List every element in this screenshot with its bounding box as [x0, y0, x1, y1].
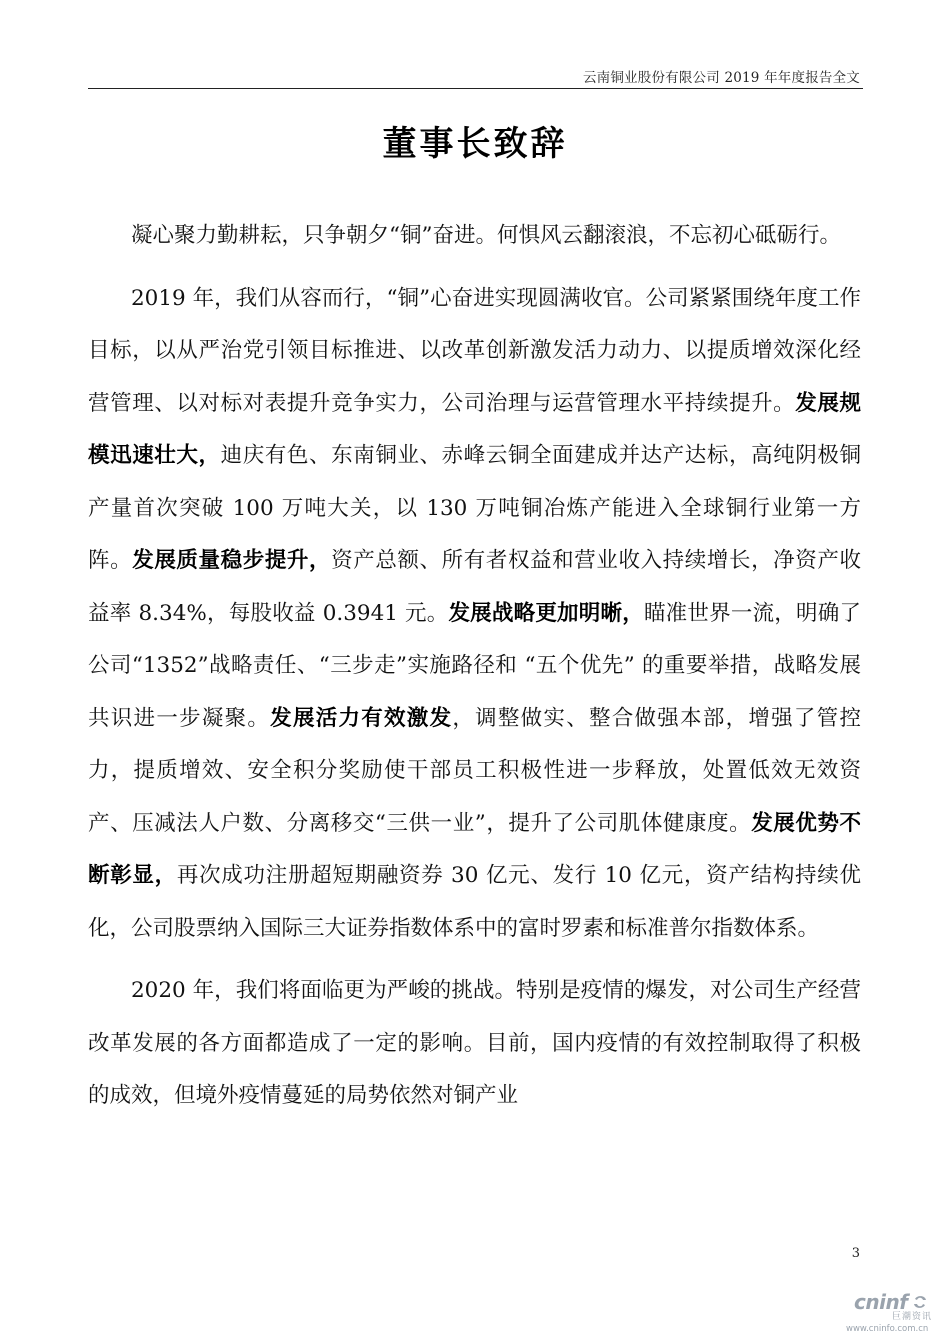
- text-segment: ，调整做实、整合做强本部，增强了管控力，提质增效、安全积分奖励使干部员工积极性进一步释放，处置低效无效资产、压减法人户数、分离移交“三供一业”，提升了公司肌体健康度。: [88, 705, 861, 836]
- text-segment: 迪庆有色、东南铜业、赤峰云铜全面建成并达产达标，高纯阴极铜产量首次突破 100 万吨大关，以 130 万吨铜冶炼产能进入全球铜行业第一方阵。: [88, 443, 861, 573]
- text-segment: 2019 年，我们从容而行，“铜”心奋进实现圆满收官。公司紧紧围绕年度工作目标，以从严治党引领目标推进、以改革创新激发活力动力、以提质增效深化经营管理、以对标对表提升竞争实力，公司治理与运营管理水平持续提升。: [88, 285, 861, 416]
- highlight-vitality: 发展活力有效激发: [270, 705, 453, 731]
- highlight-advantage: 发展优势不断彰显，: [88, 810, 861, 888]
- swirl-icon: [912, 1294, 928, 1310]
- text-segment: 资产总额、所有者权益和营业收入持续增长，净资产收益率 8.34%，每股收益 0.3941 元。: [88, 548, 861, 626]
- header-divider: [88, 88, 863, 89]
- paragraph-opening: 凝心聚力勤耕耘，只争朝夕“铜”奋进。何惧风云翻滚浪，不忘初心砥砺行。: [131, 223, 841, 248]
- text-segment: 再次成功注册超短期融资券 30 亿元、发行 10 亿元，资产结构持续优化，公司股票纳入国际三大证券指数体系中的富时罗素和标准普尔指数体系。: [88, 863, 861, 941]
- page-number: 3: [851, 1246, 860, 1261]
- paragraph-2020-outlook: 2020 年，我们将面临更为严峻的挑战。特别是疫情的爆发，对公司生产经营改革发展的各方面都造成了一定的影响。目前，国内疫情的有效控制取得了积极的成效，但境外疫情蔓延的局势依然对铜产业: [88, 978, 861, 1108]
- highlight-strategy: 发展战略更加明晰，: [448, 600, 644, 626]
- watermark-subtitle: 巨潮资讯: [892, 1312, 933, 1322]
- paragraph-2019-review: [88, 273, 861, 956]
- cninfo-watermark: [846, 1292, 938, 1336]
- report-header: 云南铜业股份有限公司 2019 年年度报告全文: [582, 70, 860, 86]
- page-title: 董事长致辞: [382, 124, 568, 164]
- watermark-logo: cninf: [854, 1290, 908, 1314]
- highlight-quality: 发展质量稳步提升，: [132, 548, 332, 573]
- text-segment: 瞄准世界一流，明确了公司“1352”战略责任、“三步走”实施路径和 “五个优先” 的重要举措，战略发展共识进一步凝聚。: [88, 600, 861, 731]
- watermark-url: www.cninfo.com.cn: [846, 1324, 929, 1334]
- highlight-scale: 发展规模迅速壮大，: [88, 390, 861, 468]
- letter-body: [88, 210, 861, 1133]
